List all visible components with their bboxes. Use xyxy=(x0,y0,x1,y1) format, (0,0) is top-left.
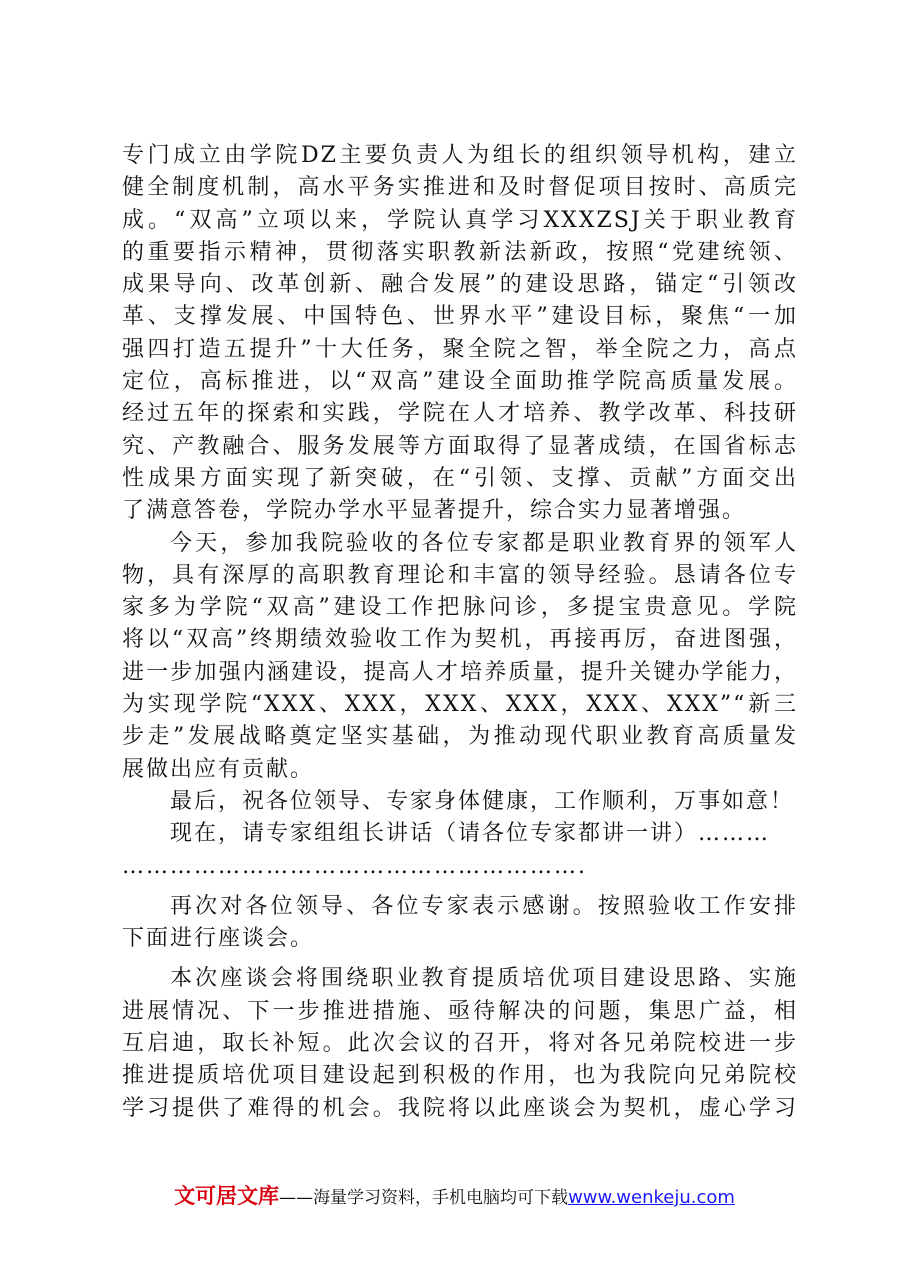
text-line: 的重要指示精神，贯彻落实职教新法新政，按照“党建统领、 xyxy=(122,239,798,265)
text-line: 将以“双高”终期绩效验收工作为契机，再接再厉，奋进图强， xyxy=(122,627,798,653)
text-line: 成。“双高”立项以来，学院认真学习XXXZSJ关于职业教育 xyxy=(122,207,798,233)
website-link[interactable]: www.wenkeju.com xyxy=(568,1187,735,1208)
text-line: 本次座谈会将围绕职业教育提质培优项目建设思路、实施 xyxy=(170,966,798,992)
text-line: 家多为学院“双高”建设工作把脉问诊，多提宝贵意见。学院 xyxy=(122,595,798,621)
body-text xyxy=(122,140,798,1125)
text-line: 学习提供了难得的机会。我院将以此座谈会为契机，虚心学习 xyxy=(122,1095,798,1121)
text-line: 步走”发展战略奠定坚实基础，为推动现代职业教育高质量发 xyxy=(122,724,798,750)
text-line: 进一步加强内涵建设，提高人才培养质量，提升关键办学能力， xyxy=(122,659,798,685)
text-line: 今天，参加我院验收的各位专家都是职业教育界的领军人 xyxy=(170,530,798,556)
text-line: 最后，祝各位领导、专家身体健康，工作顺利，万事如意！ xyxy=(170,788,795,814)
footer-slogan: ——海量学习资料，手机电脑均可下载 xyxy=(279,1188,569,1208)
text-line: 展做出应有贡献。 xyxy=(122,756,315,782)
text-line: 推进提质培优项目建设起到积极的作用，也为我院向兄弟院校 xyxy=(122,1063,798,1089)
text-line: 性成果方面实现了新突破，在“引领、支撑、贡献”方面交出 xyxy=(122,465,798,491)
text-line: 强四打造五提升”十大任务，聚全院之智，举全院之力，高点 xyxy=(122,336,798,362)
text-line: 再次对各位领导、各位专家表示感谢。按照验收工作安排 xyxy=(170,893,798,919)
text-line: 了满意答卷，学院办学水平显著提升，综合实力显著增强。 xyxy=(122,498,747,524)
text-line: …………………………………………………. xyxy=(122,853,587,879)
text-line: 为实现学院“XXX、XXX，XXX、XXX，XXX、XXX”“新三 xyxy=(122,692,798,718)
text-line: 究、产教融合、服务发展等方面取得了显著成绩，在国省标志 xyxy=(122,433,798,459)
text-line: 物，具有深厚的高职教育理论和丰富的领导经验。恳请各位专 xyxy=(122,562,798,588)
footer-banner xyxy=(0,1180,909,1210)
text-line: 专门成立由学院DZ主要负责人为组长的组织领导机构，建立 xyxy=(122,143,798,168)
text-line: 成果导向、改革创新、融合发展”的建设思路，锚定“引领改 xyxy=(122,272,798,298)
brand-name: 文可居文库 xyxy=(174,1184,280,1208)
text-line: 革、支撑发展、中国特色、世界水平”建设目标，聚焦“一加 xyxy=(122,304,798,330)
text-line: 互启迪，取长补短。此次会议的召开，将对各兄弟院校进一步 xyxy=(122,1031,798,1057)
text-line: 进展情况、下一步推进措施、亟待解决的问题，集思广益，相 xyxy=(122,998,798,1024)
text-line: 经过五年的探索和实践，学院在人才培养、教学改革、科技研 xyxy=(122,401,798,427)
text-line: 下面进行座谈会。 xyxy=(122,926,315,952)
text-line: 现在，请专家组组长讲话（请各位专家都讲一讲）……… xyxy=(170,821,771,847)
text-line: 健全制度机制，高水平务实推进和及时督促项目按时、高质完 xyxy=(122,175,798,201)
text-line: 定位，高标推进，以“双高”建设全面助推学院高质量发展。 xyxy=(122,369,798,395)
